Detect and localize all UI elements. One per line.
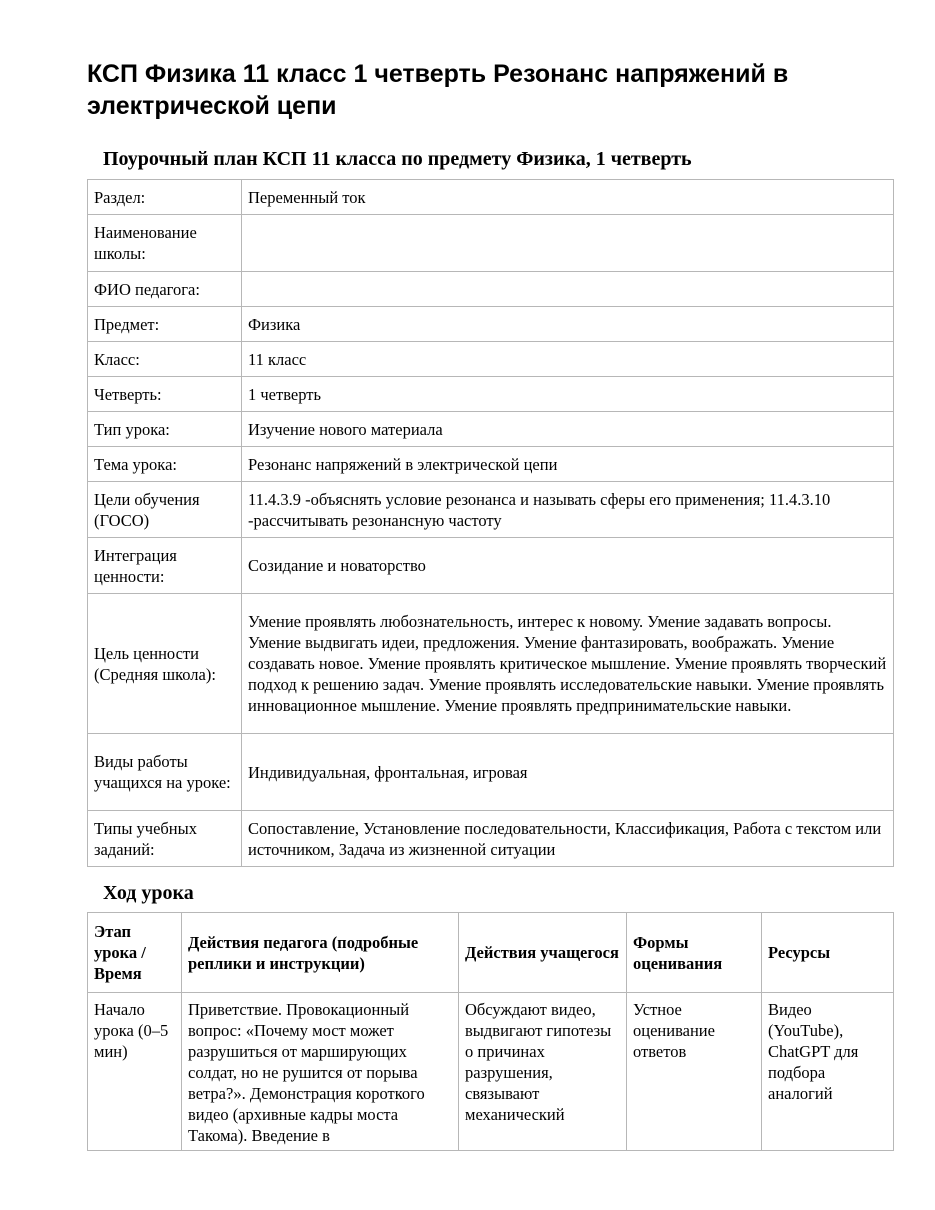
column-header-resources: Ресурсы <box>762 913 894 993</box>
row-value: 11.4.3.9 -объяснять условие резонанса и называть сферы его применения; 11.4.3.10 -рассчитывать резонансную частоту <box>242 482 894 538</box>
row-label: Четверть: <box>88 377 242 412</box>
table-row <box>88 993 894 1151</box>
document-title: КСП Физика 11 класс 1 четверть Резонанс напряжений в электрической цепи <box>87 60 789 120</box>
cell-assessment <box>627 993 762 1151</box>
row-value: Сопоставление, Установление последовательности, Классификация, Работа с текстом или источником, Задача из жизненной ситуации <box>242 811 894 867</box>
row-value: 1 четверть <box>242 377 894 412</box>
row-label: Виды работы учащихся на уроке: <box>88 734 242 811</box>
cell-teacher-actions <box>182 993 459 1151</box>
plan-heading: Поурочный план КСП 11 класса по предмету Физика, 1 четверть <box>103 148 692 170</box>
row-label: Раздел: <box>88 180 242 215</box>
cell-text: Приветствие. Провокационный вопрос: «Почему мост может разрушиться от марширующих солдат, но не рушится от порыва ветра?». Демонстрация короткого видео (архивные кадры моста Такома). Введение в <box>188 1000 425 1145</box>
row-value: Резонанс напряжений в электрической цепи <box>242 447 894 482</box>
row-value <box>242 215 894 272</box>
row-value: Созидание и новаторство <box>242 538 894 594</box>
table-row <box>88 307 894 342</box>
row-value: 11 класс <box>242 342 894 377</box>
row-label: Цели обучения (ГОСО) <box>88 482 242 538</box>
row-label: Предмет: <box>88 307 242 342</box>
row-value: Изучение нового материала <box>242 412 894 447</box>
row-label: Типы учебных заданий: <box>88 811 242 867</box>
row-label: Наименование школы: <box>88 215 242 272</box>
row-label: Интеграция ценности: <box>88 538 242 594</box>
column-header-assessment: Формы оценивания <box>627 913 762 993</box>
table-row <box>88 811 894 867</box>
table-row <box>88 594 894 734</box>
table-row <box>88 180 894 215</box>
table-header-row <box>88 913 894 993</box>
row-value: Индивидуальная, фронтальная, игровая <box>242 734 894 811</box>
row-value: Умение проявлять любознательность, интерес к новому. Умение задавать вопросы. Умение выдвигать идеи, предложения. Умение фантазировать, воображать. Умение создавать новое. Умение проявлять критическое мышление. Умение проявлять творческий подход к решению задач. Умение проявлять исследовательские навыки. Умение проявлять инновационное мышление. Умение проявлять предпринимательские навыки. <box>242 594 894 734</box>
row-label: Цель ценности (Средняя школа): <box>88 594 242 734</box>
cell-text: Видео (YouTube), ChatGPT для подбора аналогий <box>768 1000 859 1103</box>
row-label: ФИО педагога: <box>88 272 242 307</box>
column-header-stage: Этап урока / Время <box>88 913 182 993</box>
lesson-info-table <box>87 179 894 867</box>
table-row <box>88 734 894 811</box>
row-label: Тип урока: <box>88 412 242 447</box>
table-row <box>88 215 894 272</box>
row-value <box>242 272 894 307</box>
row-label: Класс: <box>88 342 242 377</box>
row-value: Физика <box>242 307 894 342</box>
table-row <box>88 538 894 594</box>
lesson-course-heading: Ход урока <box>103 882 194 904</box>
column-header-teacher-actions: Действия педагога (подробные реплики и инструкции) <box>182 913 459 993</box>
cell-resources <box>762 993 894 1151</box>
table-row <box>88 342 894 377</box>
cell-text: Начало урока (0–5 мин) <box>94 1000 169 1061</box>
table-row <box>88 447 894 482</box>
table-row <box>88 272 894 307</box>
cell-stage <box>88 993 182 1151</box>
row-value: Переменный ток <box>242 180 894 215</box>
table-row <box>88 482 894 538</box>
table-row <box>88 377 894 412</box>
cell-text: Устное оценивание ответов <box>633 1000 715 1061</box>
row-label: Тема урока: <box>88 447 242 482</box>
table-row <box>88 412 894 447</box>
lesson-course-table <box>87 912 894 1151</box>
cell-student-actions <box>459 993 627 1151</box>
cell-text: Обсуждают видео, выдвигают гипотезы о причинах разрушения, связывают механический <box>465 1000 612 1124</box>
column-header-student-actions: Действия учащегося <box>459 913 627 993</box>
